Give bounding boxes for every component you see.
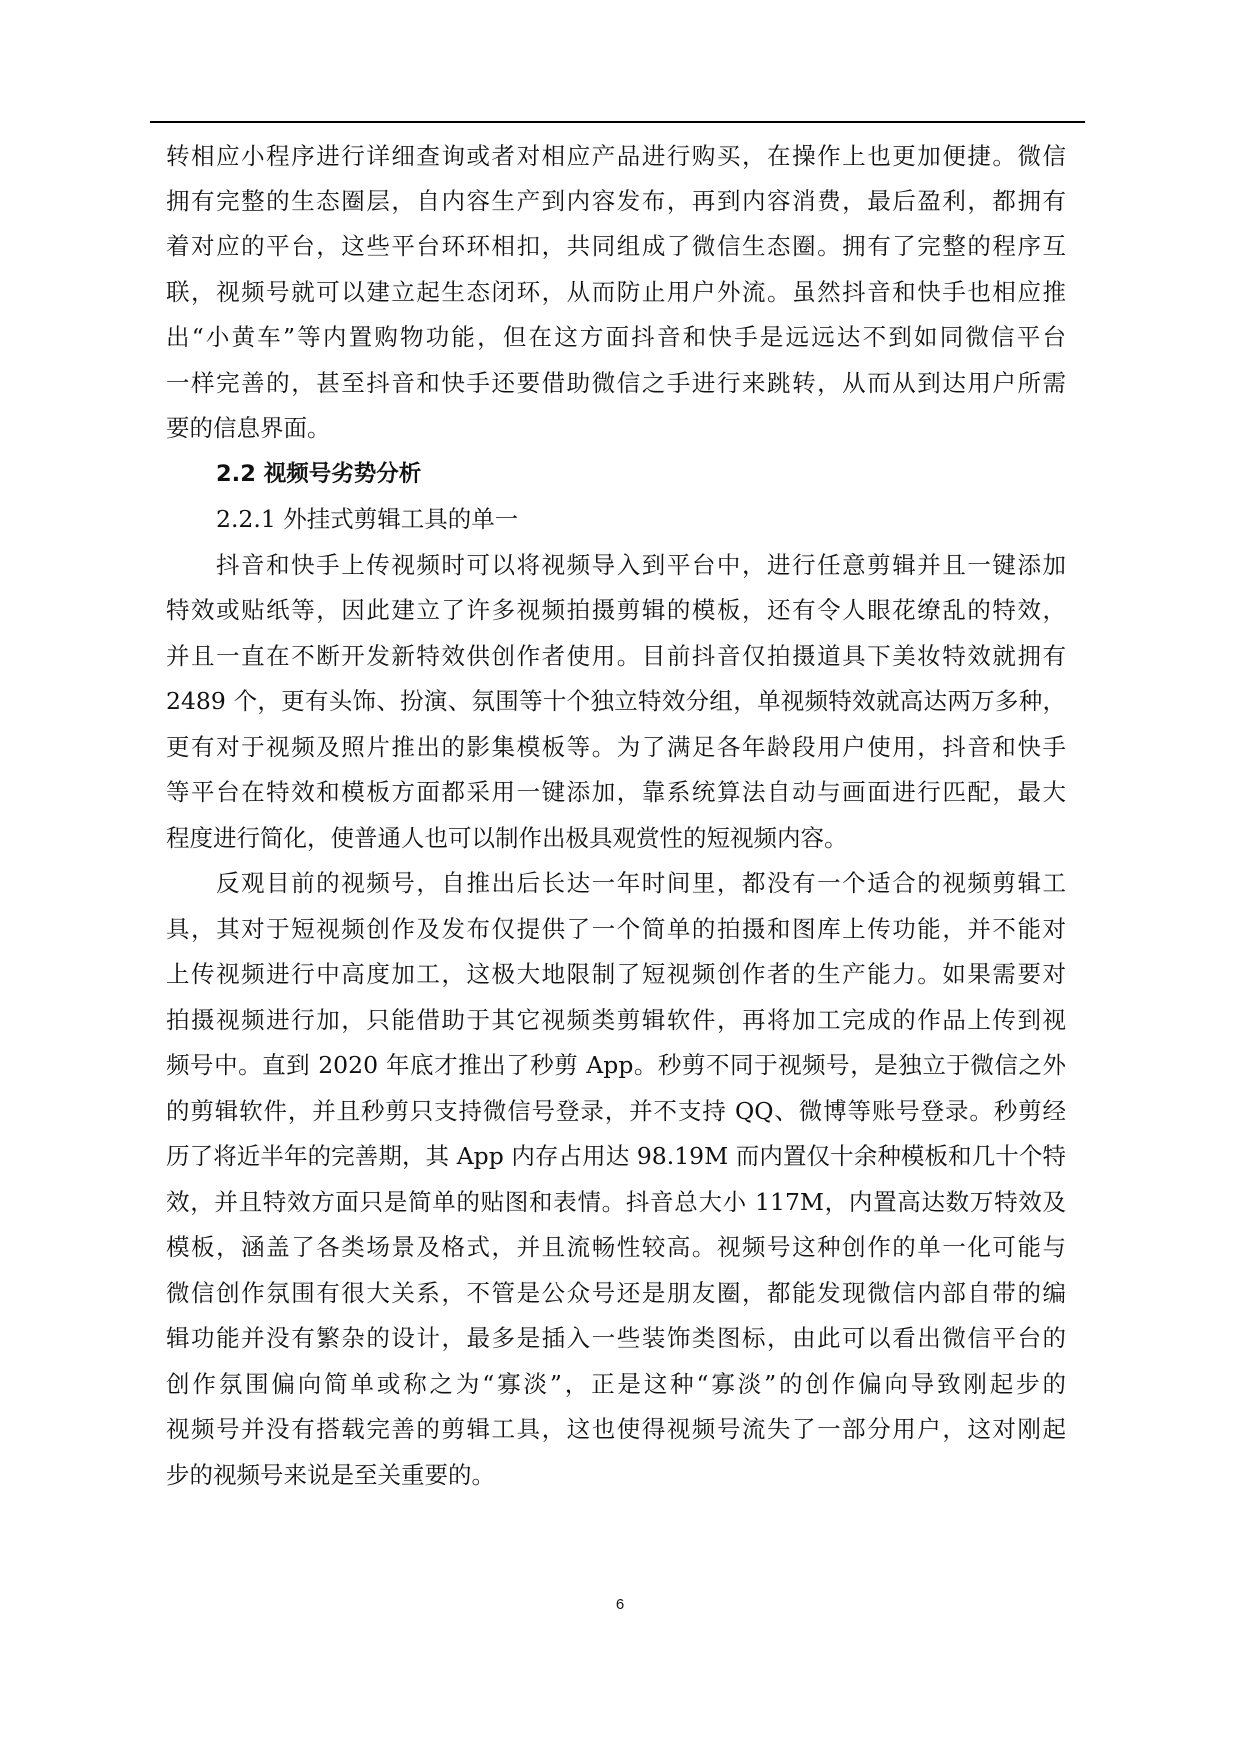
text-line: 一样完善的，甚至抖音和快手还要借助微信之手进行来跳转，从而从到达用户所需 [166,369,1066,397]
header-rule [150,121,1085,123]
text-line: 着对应的平台，这些平台环环相扣，共同组成了微信生态圈。拥有了完整的程序互 [166,232,1066,260]
page-number: 6 [615,1596,625,1613]
text-line: 微信创作氛围有很大关系，不管是公众号还是朋友圈，都能发现微信内部自带的编 [166,1279,1066,1307]
text-line: 拥有完整的生态圈层，自内容生产到内容发布，再到内容消费，最后盈利，都拥有 [166,187,1066,215]
text-line: 效，并且特效方面只是简单的贴图和表情。抖音总大小 117M，内置高达数万特效及 [166,1188,1066,1216]
text-line: 特效或贴纸等，因此建立了许多视频拍摄剪辑的模板，还有令人眼花缭乱的特效， [166,596,1066,624]
text-line: 的剪辑软件，并且秒剪只支持微信号登录，并不支持 QQ、微博等账号登录。秒剪经 [166,1097,1066,1125]
text-line: 频号中。直到 2020 年底才推出了秒剪 App。秒剪不同于视频号，是独立于微信之外 [166,1051,1066,1079]
text-line: 程度进行简化，使普通人也可以制作出极具观赏性的短视频内容。 [166,824,848,852]
text-line: 并且一直在不断开发新特效供创作者使用。目前抖音仅拍摄道具下美妆特效就拥有 [166,642,1066,670]
text-line: 历了将近半年的完善期，其 App 内存占用达 98.19M 而内置仅十余种模板和几十个特 [166,1142,1066,1170]
text-line: 上传视频进行中高度加工，这极大地限制了短视频创作者的生产能力。如果需要对 [166,960,1066,988]
text-line: 抖音和快手上传视频时可以将视频导入到平台中，进行任意剪辑并且一键添加 [216,551,1066,579]
section-heading: 2.2 视频号劣势分析 [216,461,422,487]
text-line: 等平台在特效和模板方面都采用一键添加，靠系统算法自动与画面进行匹配，最大 [166,778,1066,806]
text-line: 出“小黄车”等内置购物功能，但在这方面抖音和快手是远远达不到如同微信平台 [166,323,1066,351]
text-line: 辑功能并没有繁杂的设计，最多是插入一些装饰类图标，由此可以看出微信平台的 [166,1324,1066,1352]
text-line: 联，视频号就可以建立起生态闭环，从而防止用户外流。虽然抖音和快手也相应推 [166,278,1066,306]
text-line: 拍摄视频进行加，只能借助于其它视频类剪辑软件，再将加工完成的作品上传到视 [166,1006,1066,1034]
text-line: 要的信息界面。 [166,414,331,442]
text-line: 步的视频号来说是至关重要的。 [166,1461,495,1489]
text-line: 转相应小程序进行详细查询或者对相应产品进行购买，在操作上也更加便捷。微信 [166,142,1066,170]
subsection-heading: 2.2.1 外挂式剪辑工具的单一 [216,505,519,533]
text-line: 2489 个，更有头饰、扮演、氛围等十个独立特效分组，单视频特效就高达两万多种， [166,687,1066,715]
text-line: 更有对于视频及照片推出的影集模板等。为了满足各年龄段用户使用，抖音和快手 [166,733,1066,761]
text-line: 创作氛围偏向简单或称之为“寡淡”，正是这种“寡淡”的创作偏向导致刚起步的 [166,1370,1066,1398]
text-line: 具，其对于短视频创作及发布仅提供了一个简单的拍摄和图库上传功能，并不能对 [166,915,1066,943]
text-line: 反观目前的视频号，自推出后长达一年时间里，都没有一个适合的视频剪辑工 [216,869,1066,897]
text-line: 视频号并没有搭载完善的剪辑工具，这也使得视频号流失了一部分用户，这对刚起 [166,1415,1066,1443]
text-line: 模板，涵盖了各类场景及格式，并且流畅性较高。视频号这种创作的单一化可能与 [166,1233,1066,1261]
